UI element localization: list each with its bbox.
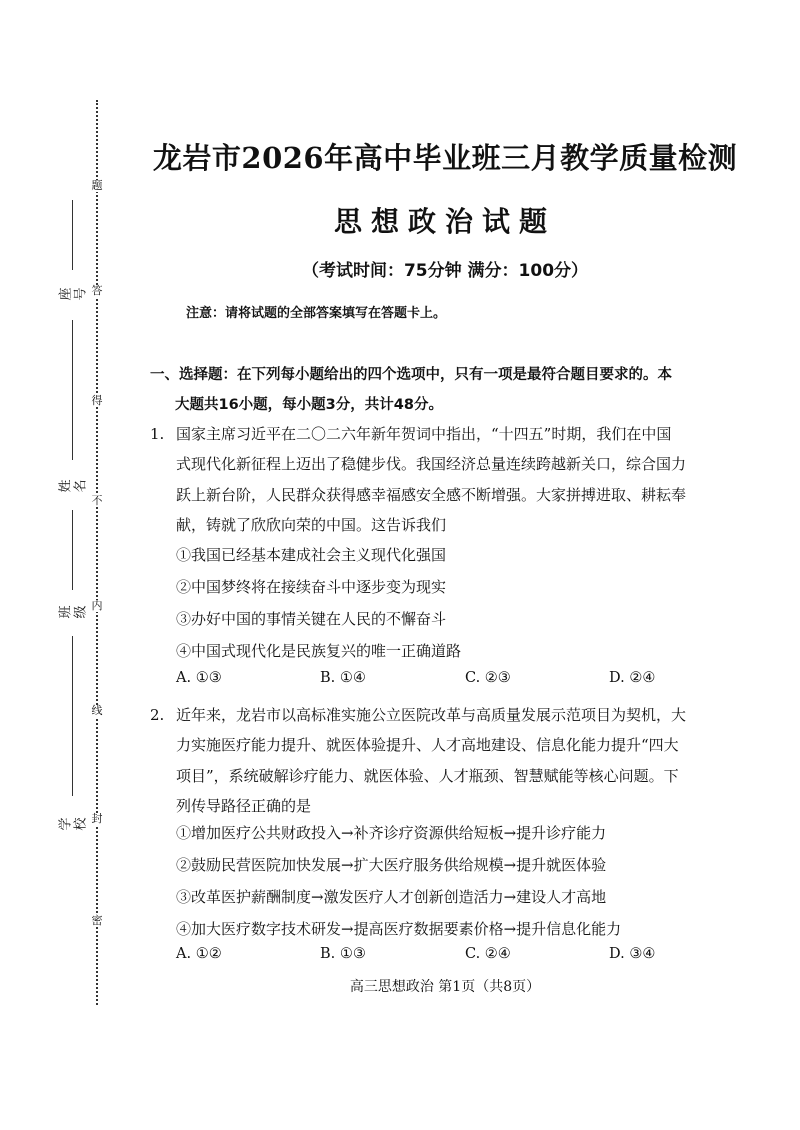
question-number: 1. [150, 425, 165, 443]
name-label: 姓名 [58, 479, 89, 493]
section-heading-line: 大题共16小题，每小题3分，共计48分。 [175, 397, 443, 413]
answer-choice-a[interactable]: A. ①③ [176, 670, 222, 686]
statement-option: ②鼓励民营医院加快发展→扩大医疗服务供给规模→提升就医体验 [176, 856, 607, 874]
stem-line: 列传导路径正确的是 [176, 797, 312, 816]
seal-char: 线 [91, 704, 103, 717]
statement-option: ③改革医护薪酬制度→激发医疗人才创新创造活力→建设人才高地 [176, 888, 607, 906]
stem-line: 国家主席习近平在二〇二六年新年贺词中指出，“十四五”时期，我们在中国 [176, 425, 672, 443]
exam-time-info: （考试时间：75分钟 满分：100分） [301, 261, 589, 281]
question-number: 2. [150, 706, 165, 724]
stem-line: 跃上新台阶，人民群众获得感幸福感安全感不断增强。大家拼搏进取、耕耘奉 [176, 485, 687, 504]
seal-char: 密 [91, 914, 103, 927]
statement-option: ①增加医疗公共财政投入→补齐诊疗资源供给短板→提升诊疗能力 [176, 824, 607, 842]
seal-char: 答 [91, 284, 103, 297]
statement-option: ①我国已经基本建成社会主义现代化强国 [176, 546, 447, 564]
answer-choice-a[interactable]: A. ①② [176, 946, 222, 962]
statement-option: ④加大医疗数字技术研发→提高医疗数据要素价格→提升信息化能力 [176, 920, 622, 938]
page-footer: 高三思想政治 第1页（共8页） [349, 979, 541, 995]
section-heading [150, 360, 750, 420]
class-field-line[interactable] [72, 510, 73, 590]
stem-line: 献，铸就了欣欣向荣的中国。这告诉我们 [176, 516, 447, 535]
stem-line: 式现代化新征程上迈出了稳健步伐。我国经济总量连续跨越新关口，综合国力 [176, 455, 687, 474]
statement-option: ④中国式现代化是民族复兴的唯一正确道路 [176, 642, 462, 660]
statement-option: ②中国梦终将在接续奋斗中逐步变为现实 [176, 578, 447, 596]
answer-choice-d[interactable]: D. ③④ [609, 946, 656, 962]
seal-char: 封 [91, 812, 103, 825]
stem-line: 力实施医疗能力提升、就医体验提升、人才高地建设、信息化能力提升“四大 [176, 736, 679, 755]
stem-line: 近年来，龙岩市以高标准实施公立医院改革与高质量发展示范项目为契机，大 [176, 706, 687, 724]
statement-option: ③办好中国的事情关键在人民的不懈奋斗 [176, 610, 447, 628]
class-label: 班级 [58, 605, 89, 619]
name-field-line[interactable] [72, 320, 73, 460]
exam-notice: 注意：请将试题的全部答案填写在答题卡上。 [186, 306, 447, 321]
seal-char: 得 [91, 394, 103, 407]
stem-line: 项目”，系统破解诊疗能力、就医体验、人才瓶颈、智慧赋能等核心问题。下 [176, 766, 679, 785]
answer-choice-b[interactable]: B. ①③ [320, 946, 366, 962]
seat-label: 座号 [58, 287, 89, 301]
question-stem [176, 700, 744, 822]
answer-choice-c[interactable]: C. ②④ [465, 946, 511, 962]
school-field-line[interactable] [72, 636, 73, 796]
seal-char: 内 [91, 599, 103, 612]
question-stem [176, 419, 744, 541]
answer-choice-d[interactable]: D. ②④ [609, 670, 656, 686]
answer-choice-c[interactable]: C. ②③ [465, 670, 511, 686]
exam-subtitle: 思想政治试题 [333, 205, 556, 238]
answer-choice-b[interactable]: B. ①④ [320, 670, 366, 686]
exam-title: 龙岩市2026年高中毕业班三月教学质量检测 [152, 141, 738, 175]
seal-char: 题 [91, 179, 103, 192]
school-label: 学校 [58, 817, 89, 831]
section-heading-line: 一、选择题：在下列每小题给出的四个选项中，只有一项是最符合题目要求的。本 [150, 367, 672, 383]
seal-char: 不 [91, 494, 103, 507]
